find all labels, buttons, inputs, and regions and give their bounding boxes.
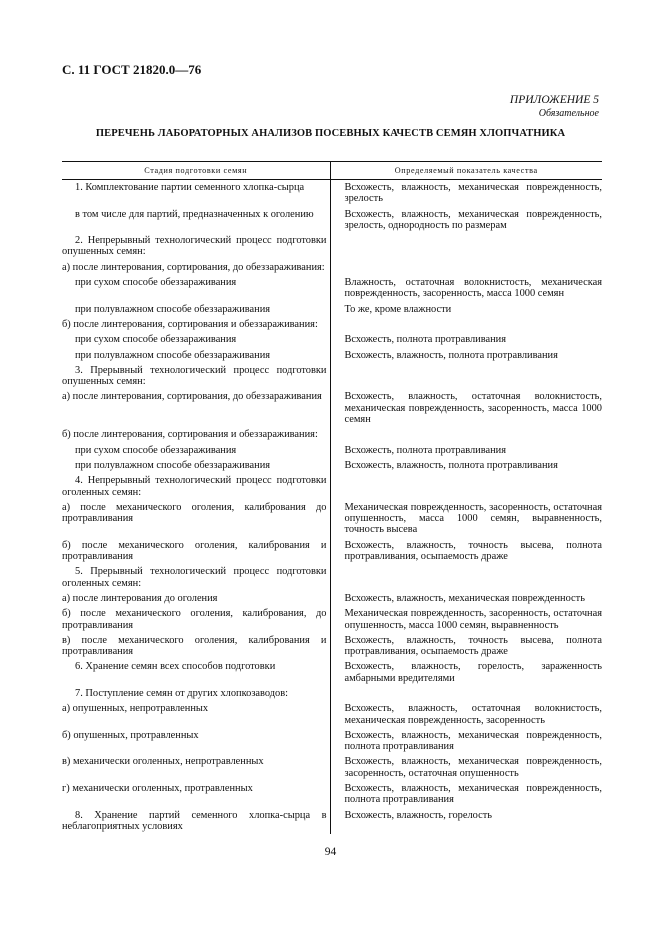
indicator-cell (330, 260, 602, 275)
indicator-cell: Всхожесть, влажность, механическая поврежденность, полнота протравливания (344, 729, 602, 753)
indicator-cell: Всхожесть, влажность, полнота протравливания (344, 349, 558, 361)
table-row (62, 564, 602, 591)
indicator-cell: Всхожесть, влажность, полнота протравливания (344, 459, 558, 471)
stage-cell: б) опушенных, протравленных (62, 728, 330, 755)
indicator-cell (330, 233, 602, 260)
stage-cell: б) после линтерования, сортирования и обеззараживания: (62, 427, 330, 442)
indicator-cell: Механическая поврежденность, засоренность, остаточная опушенность, масса 1000 семян, выравненность, точность высева (344, 501, 602, 536)
indicator-cell: Всхожесть, полнота протравливания (344, 334, 507, 346)
indicator-cell: Всхожесть, влажность, механическая поврежденность, зрелость, однородность по размерам (344, 208, 602, 231)
table-row (62, 473, 602, 500)
table-row (62, 701, 602, 728)
stage-cell: 5. Прерывный технологический процесс подготовки оголенных семян: (62, 564, 330, 591)
document-title: ПЕРЕЧЕНЬ ЛАБОРАТОРНЫХ АНАЛИЗОВ ПОСЕВНЫХ КАЧЕСТВ СЕМЯН ХЛОПЧАТНИКА (95, 128, 566, 139)
indicator-cell: Всхожесть, влажность, остаточная волокнистость, механическая поврежденность, засоренность, масса 1000 семян (344, 391, 602, 426)
table-row (62, 500, 602, 538)
stage-cell: 4. Непрерывный технологический процесс подготовки оголенных семян: (62, 473, 330, 500)
indicator-cell: То же, кроме влажности (344, 303, 452, 315)
table-row (62, 686, 602, 701)
table-row (62, 389, 602, 427)
indicator-cell (330, 317, 602, 332)
stage-cell: при полувлажном способе обеззараживания (62, 458, 330, 473)
appendix-label (510, 93, 599, 121)
table-row (62, 207, 602, 234)
page-number: 94 (324, 846, 337, 858)
table-row (62, 606, 602, 633)
stage-cell: а) после линтерования до оголения (62, 591, 330, 606)
table-row (62, 443, 602, 458)
stage-cell: а) после линтерования, сортирования, до обеззараживания (62, 389, 330, 427)
stage-cell: в) механически оголенных, непротравленных (62, 754, 330, 781)
stage-cell: а) опушенных, непротравленных (62, 701, 330, 728)
stage-cell: 1. Комплектование партии семенного хлопка-сырца (62, 180, 330, 207)
stage-cell: 8. Хранение партий семенного хлопка-сырца в неблагоприятных условиях (62, 808, 330, 835)
table-row (62, 348, 602, 363)
table-row (62, 781, 602, 808)
table-row (62, 538, 602, 565)
stage-cell: а) после линтерования, сортирования, до обеззараживания: (62, 260, 330, 275)
stage-cell: б) после линтерования, сортирования и обеззараживания: (62, 317, 330, 332)
table-row (62, 427, 602, 442)
table-row (62, 302, 602, 317)
indicator-cell: Всхожесть, влажность, точность высева, полнота протравливания, осыпаемость драже (344, 634, 602, 658)
indicator-cell: Всхожесть, влажность, горелость (344, 809, 493, 821)
indicator-cell: Всхожесть, влажность, остаточная волокнистость, механическая поврежденность, засоренность (344, 703, 602, 726)
analysis-table (62, 161, 602, 834)
stage-cell: б) после механического оголения, калибрования, до протравливания (62, 606, 330, 633)
stage-cell: при сухом способе обеззараживания (62, 443, 330, 458)
stage-cell: 2. Непрерывный технологический процесс подготовки опушенных семян: (62, 233, 330, 260)
indicator-cell: Всхожесть, влажность, механическая поврежденность, зрелость (344, 182, 602, 205)
table-row (62, 363, 602, 390)
stage-cell: при полувлажном способе обеззараживания (62, 348, 330, 363)
indicator-cell: Всхожесть, влажность, точность высева, полнота протравливания, осыпаемость драже (344, 539, 602, 563)
stage-cell: 6. Хранение семян всех способов подготовки (62, 659, 330, 686)
page-header: С. 11 ГОСТ 21820.0—76 (62, 62, 202, 77)
indicator-cell: Всхожесть, полнота протравливания (344, 444, 507, 456)
table-row (62, 728, 602, 755)
indicator-cell: Всхожесть, влажность, механическая поврежденность, полнота протравливания (344, 783, 602, 806)
table-row (62, 754, 602, 781)
indicator-cell: Всхожесть, влажность, горелость, зараженность амбарными вредителями (344, 661, 602, 684)
appendix-status: Обязательное (538, 108, 599, 119)
indicator-cell: Всхожесть, влажность, механическая поврежденность (344, 592, 585, 604)
stage-cell: при полувлажном способе обеззараживания (62, 302, 330, 317)
indicator-cell (330, 427, 602, 442)
table-header-row (62, 162, 602, 180)
table-row (62, 591, 602, 606)
table-row (62, 260, 602, 275)
column-header-indicator: Определяемый показатель качества (330, 162, 602, 180)
indicator-cell (330, 363, 602, 390)
indicator-cell (330, 473, 602, 500)
stage-cell: а) после механического оголения, калибрования до протравливания (62, 500, 330, 538)
table-row (62, 808, 602, 835)
stage-cell: при сухом способе обеззараживания (62, 332, 330, 347)
table-row (62, 317, 602, 332)
table-row (62, 180, 602, 207)
stage-cell: 7. Поступление семян от других хлопкозаводов: (62, 686, 330, 701)
stage-cell: г) механически оголенных, протравленных (62, 781, 330, 808)
stage-cell: б) после механического оголения, калибрования и протравливания (62, 538, 330, 565)
stage-cell: в том числе для партий, предназначенных к оголению (62, 207, 330, 234)
table-row (62, 275, 602, 302)
stage-cell: при сухом способе обеззараживания (62, 275, 330, 302)
indicator-cell: Влажность, остаточная волокнистость, механическая поврежденность, засоренность, масса 1000 семян (344, 277, 602, 300)
column-header-stage: Стадия подготовки семян (62, 162, 330, 180)
stage-cell: 3. Прерывный технологический процесс подготовки опушенных семян: (62, 363, 330, 390)
indicator-cell: Всхожесть, влажность, механическая поврежденность, засоренность, остаточная опушенность (344, 756, 602, 779)
indicator-cell (330, 686, 602, 701)
table-row (62, 233, 602, 260)
table-row (62, 458, 602, 473)
table-row (62, 659, 602, 686)
table-row (62, 633, 602, 660)
indicator-cell (330, 564, 602, 591)
appendix-number: ПРИЛОЖЕНИЕ 5 (509, 94, 599, 106)
indicator-cell: Механическая поврежденность, засоренность, остаточная опушенность, масса 1000 семян, выравненность (344, 608, 602, 631)
table-row (62, 332, 602, 347)
stage-cell: в) после механического оголения, калибрования и протравливания (62, 633, 330, 660)
